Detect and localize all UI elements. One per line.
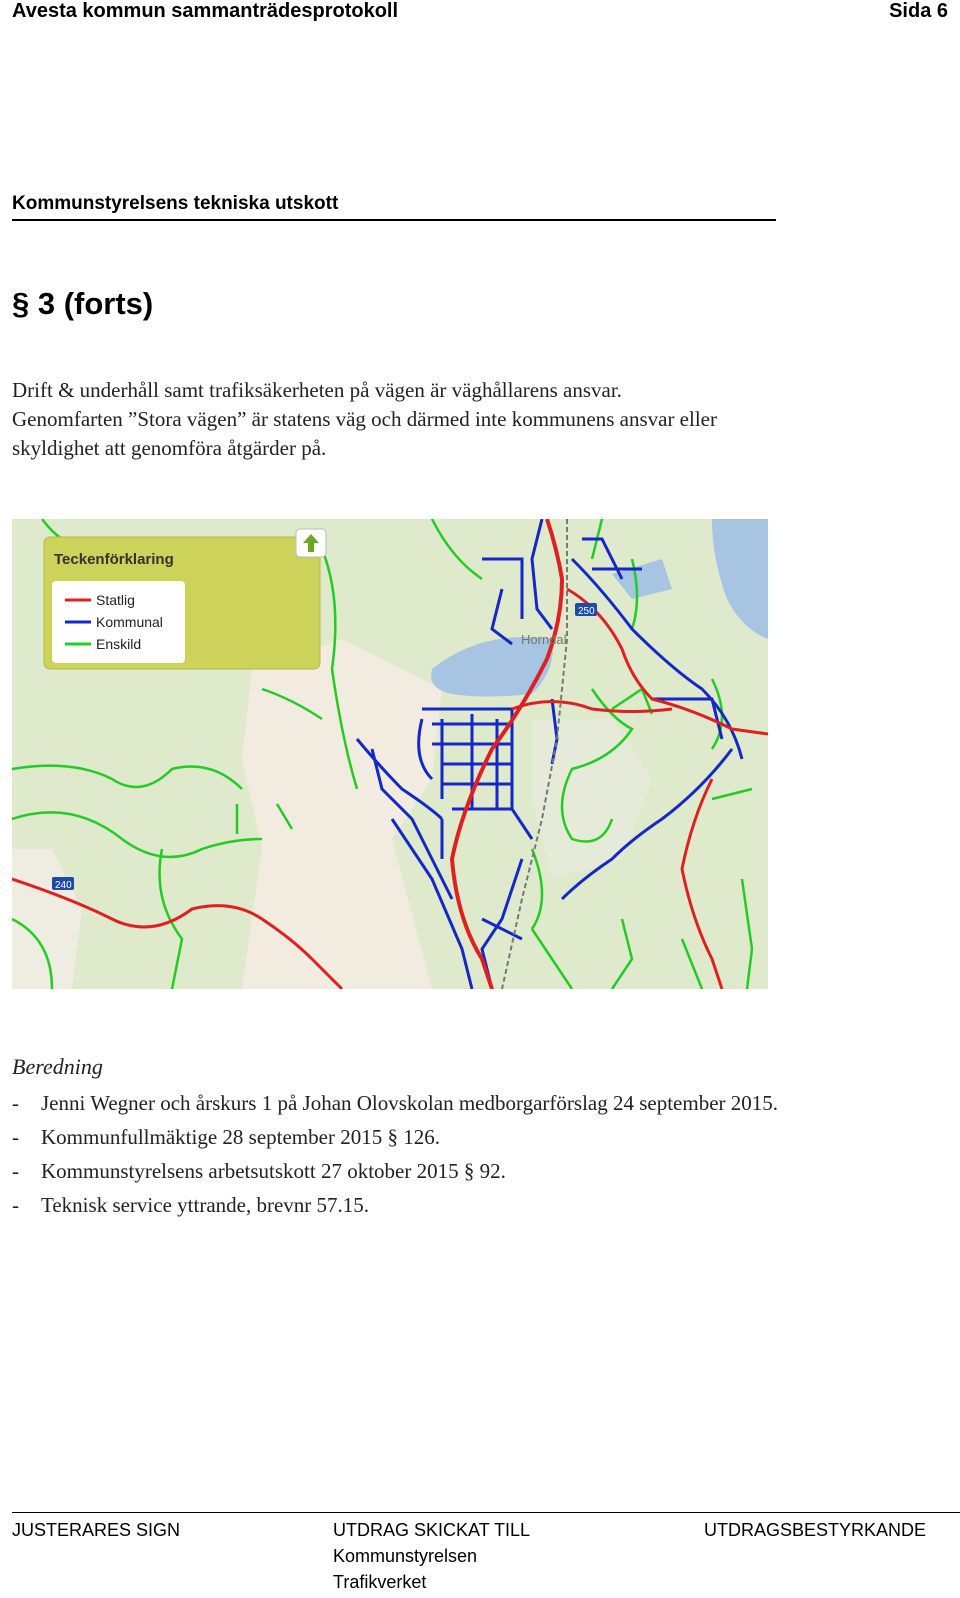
footer-justerares: JUSTERARES SIGN — [12, 1520, 181, 1540]
paragraph-line: Genomfarten ”Stora vägen” är statens väg och därmed inte kommunens ansvar eller — [12, 407, 717, 431]
list-dash: - — [12, 1193, 19, 1217]
legend-label: Kommunal — [96, 614, 163, 630]
list-dash: - — [12, 1091, 19, 1115]
footer-utdrag — [333, 1520, 530, 1598]
page-number: Sida 6 — [889, 0, 948, 22]
paragraph-line: Drift & underhåll samt trafiksäkerheten på vägen är väghållarens ansvar. — [12, 378, 622, 402]
list-item-text: Jenni Wegner och årskurs 1 på Johan Olovskolan medborgarförslag 24 september 2015. — [41, 1091, 779, 1115]
section-heading: § 3 (forts) — [12, 286, 154, 321]
legend-title: Teckenförklaring — [54, 551, 174, 568]
footer-utdragsbestyrkande: UTDRAGSBESTYRKANDE — [704, 1520, 927, 1540]
footer-recipient: Trafikverket — [333, 1572, 427, 1592]
paragraph-line: skyldighet att genomföra åtgärder på. — [12, 436, 327, 460]
legend-label: Enskild — [96, 636, 142, 652]
footer-utdrag-label: UTDRAG SKICKAT TILL — [333, 1520, 531, 1540]
footer-recipient: Kommunstyrelsen — [333, 1546, 478, 1566]
road-shield-label: 240 — [55, 880, 72, 891]
committee-name: Kommunstyrelsens tekniska utskott — [12, 193, 339, 214]
list-dash: - — [12, 1125, 19, 1149]
place-label: Horndal — [521, 632, 567, 647]
preparation-heading: Beredning — [12, 1054, 103, 1079]
list-item-text: Kommunfullmäktige 28 september 2015 § 126. — [41, 1125, 440, 1149]
document-title: Avesta kommun sammanträdesprotokoll — [12, 0, 399, 22]
list-dash: - — [12, 1159, 19, 1183]
road-map — [12, 519, 768, 989]
legend-label: Statlig — [96, 592, 135, 608]
list-item-text: Teknisk service yttrande, brevnr 57.15. — [41, 1193, 370, 1217]
footer-divider — [12, 1512, 960, 1513]
road-shield-label: 250 — [578, 606, 595, 617]
body-paragraph — [12, 376, 912, 463]
list-item-text: Kommunstyrelsens arbetsutskott 27 oktober 2015 § 92. — [41, 1159, 506, 1183]
road-map-graphic — [12, 519, 768, 989]
committee-divider — [12, 219, 776, 221]
legend-collapse-button[interactable] — [296, 529, 326, 557]
